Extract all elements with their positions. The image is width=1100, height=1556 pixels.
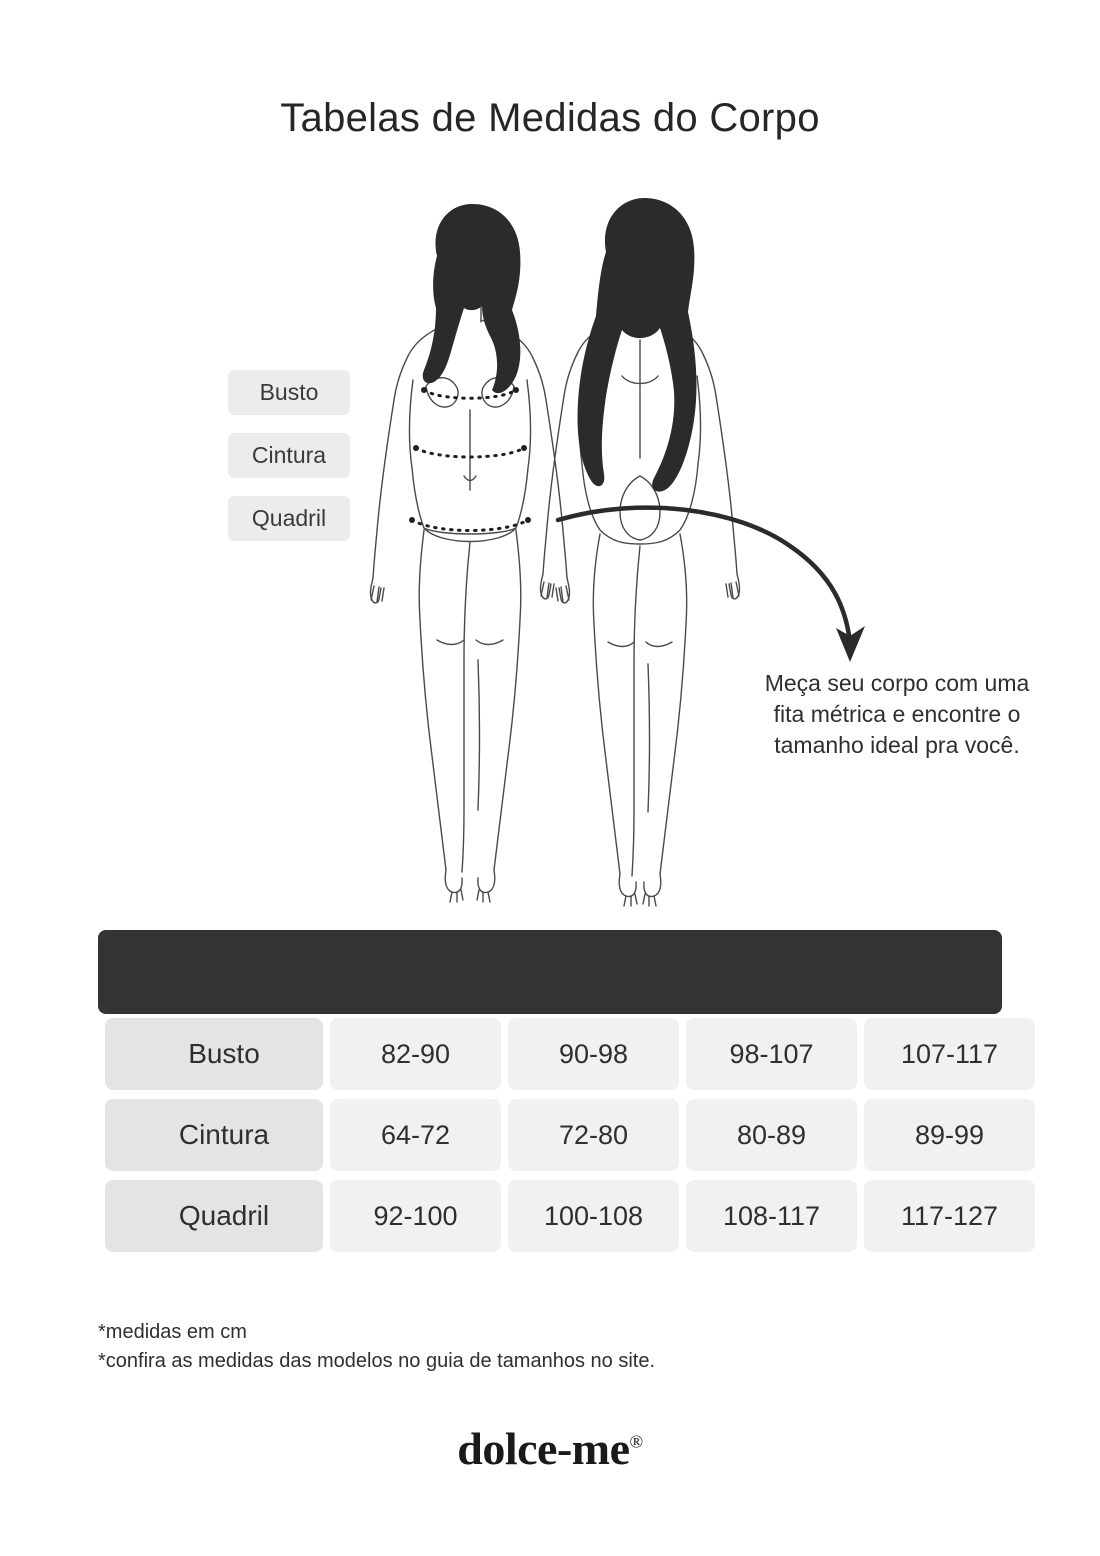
cell-busto-g: 98-107 xyxy=(686,1018,857,1090)
cell-cintura-p: 64-72 xyxy=(330,1099,501,1171)
measurement-chip-list xyxy=(228,370,358,559)
cell-cintura-g: 80-89 xyxy=(686,1099,857,1171)
front-female-body-figure xyxy=(370,204,569,902)
cell-busto-p: 82-90 xyxy=(330,1018,501,1090)
chip-busto: Busto xyxy=(228,370,350,415)
cell-quadril-m: 100-108 xyxy=(508,1180,679,1252)
body-illustration xyxy=(0,190,1100,920)
cell-quadril-g: 108-117 xyxy=(686,1180,857,1252)
row-label-quadril: Quadril xyxy=(105,1180,323,1252)
cell-cintura-m: 72-80 xyxy=(508,1099,679,1171)
size-table-wrapper xyxy=(98,930,1002,1261)
chip-quadril: Quadril xyxy=(228,496,350,541)
curved-arrow-icon xyxy=(558,508,850,642)
cell-quadril-p: 92-100 xyxy=(330,1180,501,1252)
figures-svg xyxy=(0,190,1100,920)
table-row xyxy=(105,1018,1035,1090)
page-title: Tabelas de Medidas do Corpo xyxy=(280,96,820,140)
chip-cintura: Cintura xyxy=(228,433,350,478)
row-label-cintura: Cintura xyxy=(105,1099,323,1171)
table-row xyxy=(105,1180,1035,1252)
cell-busto-gg: 107-117 xyxy=(864,1018,1035,1090)
cell-cintura-gg: 89-99 xyxy=(864,1099,1035,1171)
row-label-busto: Busto xyxy=(105,1018,323,1090)
measure-instruction-text: Meça seu corpo com uma fita métrica e encontre o tamanho ideal pra você. xyxy=(764,670,1030,759)
cell-busto-m: 90-98 xyxy=(508,1018,679,1090)
brand-logo xyxy=(0,1422,1100,1475)
trademark-symbol: ® xyxy=(629,1431,643,1452)
footnotes xyxy=(98,1318,655,1376)
footnote-units: *medidas em cm xyxy=(98,1321,247,1343)
footnote-models: *confira as medidas das modelos no guia de tamanhos no site. xyxy=(98,1350,656,1372)
table-header-background xyxy=(98,930,1002,1014)
back-female-body-figure xyxy=(540,198,739,906)
brand-name: dolce-me xyxy=(457,1423,630,1474)
table-row xyxy=(105,1099,1035,1171)
cell-quadril-gg: 117-127 xyxy=(864,1180,1035,1252)
table-body xyxy=(105,1018,1035,1252)
